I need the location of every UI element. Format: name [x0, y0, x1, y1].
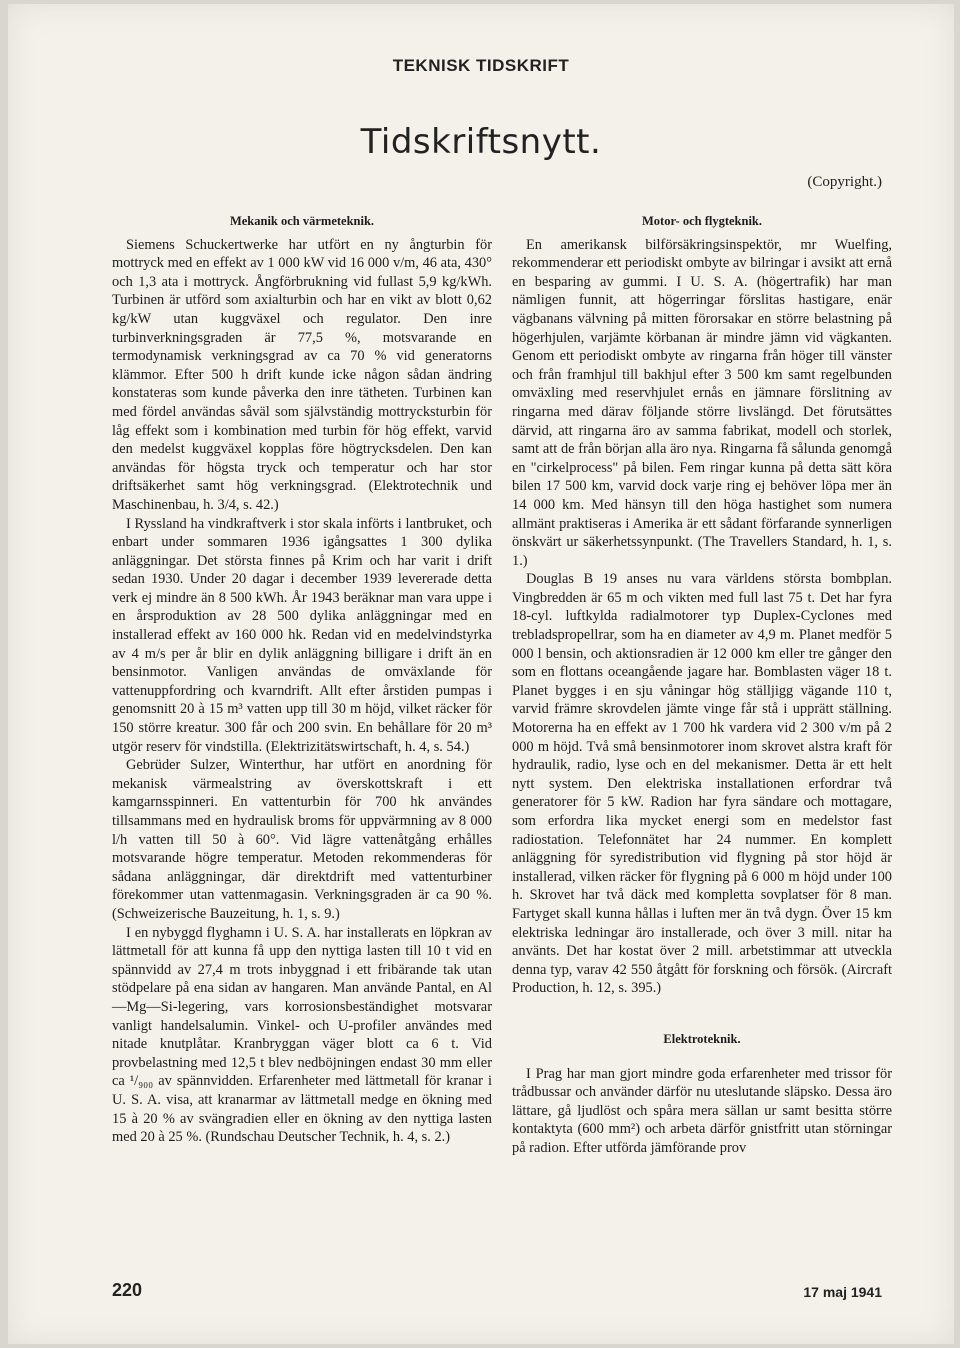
- article-paragraph: En amerikansk bilförsäkringsinspektör, mr Wuelfing, rekommenderar ett periodiskt ombyte av bilringar i avsikt att ernå en besparing av gummi. I U. S. A. (högertrafik) har man nämligen funnit, att högerringar förslitas hastigare, enär vägbanans välvning på mitten förorsakar en större belastning på högerhjulen, varjämte körbanan är mindre jämn vid vägkanten. Genom ett periodiskt ombyte av ringarna från höger till vänster och från framhjul till bakhjul efter 3 500 km samt regelbunden omväxling med reservhjulet ernås en jämnare förslitning av ringarna med därav följande större livslängd. Det förutsättes därvid, att ringarna äro av samma fabrikat, modell och storlek, samt att de från början alla äro nya. Ringarna få sålunda genomgå en "cirkelprocess" på bilen. Fem ringar kunna på detta sätt köra bilen 17 500 km, varvid dock varje ring ej behöver löpa mer än 14 000 km. Med hänsyn till den höga hastighet som numera allmänt praktiseras i Amerika är ett sådant förfarande synnerligen önskvärt ur säkerhetssynpunkt. (The Travellers Standard, h. 1, s. 1.): [512, 236, 892, 569]
- article-paragraph: I en nybyggd flyghamn i U. S. A. har installerats en löpkran av lättmetall för att kunna få upp den nyttiga lasten till 10 t vid en spännvidd av 27,4 m trots inbyggnad i ett fribärande tak utan stödpelare på ena sidan av hangaren. Man använde Pantal, en Al—Mg—Si-legering, vars korrosionsbeständighet motsvarar vanligt handelsalumin. Vinkel- och U-profiler användes med nitade knutplåtar. Kranbryggan väger blott ca 6 t. Vid provbelastning med 12,5 t blev nedböjningen endast 30 mm eller ca ¹/₉₀₀ av spännvidden. Erfarenheter med lättmetall för kranar i U. S. A. visa, att kranarmar av lättmetall medge en ökning med 15 à 20 % av svängradien eller en ökning av den nyttiga lasten med 20 à 25 %. (Rundschau Deutscher Technik, h. 4, s. 2.): [112, 924, 492, 1146]
- page-title: Tidskriftsnytt.: [360, 122, 602, 162]
- copyright-note: (Copyright.): [807, 174, 882, 190]
- section-heading-elektroteknik: Elektroteknik.: [663, 1031, 741, 1046]
- section-heading-motor: Motor- och flygteknik.: [641, 214, 762, 228]
- left-column: [112, 212, 492, 1147]
- article-paragraph: I Prag har man gjort mindre goda erfarenheter med trissor för trådbussar och använder därför nu uteslutande släpsko. Dessa äro lättare, gå ljudlöst och spåra mera sällan ur samt besitta större kontaktyta (600 mm²) och arbeta därför gnistfritt utan störningar på radion. Efter utförda jämförande prov: [512, 1065, 892, 1156]
- issue-date: 17 maj 1941: [803, 1284, 882, 1300]
- right-column: [512, 212, 892, 1158]
- section-heading-mekanik: Mekanik och värmeteknik.: [229, 214, 375, 228]
- page-number: 220: [112, 1280, 143, 1300]
- journal-page: [8, 4, 954, 1344]
- article-paragraph: Gebrüder Sulzer, Winterthur, har utfört en anordning för mekanisk värmealstring av överskottskraft i ett kamgarnsspinneri. En vattenturbin för 700 hk användes tillsammans med en hydraulisk broms för uppvärmning av 8 000 l/h vatten till 50 à 60°. Vid lägre vattenåtgång erhålles motsvarande högre temperatur. Metoden rekommenderas för sådana anläggningar, där direktdrift med vattenturbiner förekommer utan vattenmagasin. Verkningsgraden är ca 90 %. (Schweizerische Bauzeitung, h. 1, s. 9.): [112, 757, 492, 922]
- article-paragraph: I Ryssland ha vindkraftverk i stor skala införts i lantbruket, och enbart under sommaren 1936 igångsattes 1 300 dylika anläggningar. Det största finnes på Krim och har varit i drift sedan 1930. Under 20 dagar i december 1939 levererade detta verk ej mindre än 8 500 kWh. År 1943 beräknar man vara uppe i en årsproduktion av 28 500 dylika anläggningar med en installerad effekt av 160 000 hk. Redan vid en medelvindstyrka av 4 m/s per år blir en dylik anläggning billigare i drift än en bensinmotor. Vanligen användas de omväxlande för vattenuppfordring och kvarndrift. Allt efter årstiden pumpas i genomsnitt 20 à 15 m³ vatten upp till 30 m höjd, vilket räcker för 150 större kreatur. 300 får och 200 svin. En behållare för 20 m³ utgör reserv för vindstilla. (Elektrizitätswirtschaft, h. 4, s. 54.): [112, 515, 492, 755]
- article-paragraph: Douglas B 19 anses nu vara världens största bombplan. Vingbredden är 65 m och vikten med full last 75 t. Det har fyra 18-cyl. luftkylda radialmotorer typ Duplex-Cyclones med trebladspropellrar, som ha en diameter av 4,9 m. Planet medför 5 000 l bensin, och aktionsradien är 12 000 km eller tre gånger den som en flottans oceangående jagare har. Bomblasten väger 18 t. Planet bygges i en sju våningar hög ställjigg vägande 110 t, varvid främre skrovdelen jämte vinge får stå i upprätt ställning. Motorerna ha en effekt av 1 700 hk vardera vid 2 300 v/m på 2 000 m höjd. Två små bensinmotorer inom skrovet alstra kraft för hydraulik, radio, lyse och en del mekanismer. Detta är ett helt nytt system. Den elektriska installationen erfordrar två generatorer för 5 kW. Radion har fyra sändare och mottagare, som erfordra lika mycket energi som en medelstor fast radiostation. Telefonnätet har 24 nummer. En komplett anläggning för syredistribution vid flygning på stor höjd är installerad, vilken räcker för flygning på 6 000 m höjd under 100 h. Skrovet har två däck med kompletta sovplatser för 8 man. Fartyget skall kunna hållas i luften mer än två dygn. Över 15 km elektriska ledningar äro installerade, och över 3 mill. nitar ha använts. Det har kostat över 2 mill. arbetstimmar att utveckla denna typ, varav 42 550 åtgått för forskning och försök. (Aircraft Production, h. 12, s. 395.): [512, 571, 892, 997]
- article-paragraph: Siemens Schuckertwerke har utfört en ny ångturbin för mottryck med en effekt av 1 000 kW vid 16 000 v/m, 46 ata, 430° och 1,3 ata i mottryck. Ångförbrukning vid fullast 5,9 kg/kWh. Turbinen är utförd som axialturbin och har en vikt av blott 0,62 kg/kW utan kuggväxel och regulator. Den inre turbinverkningsgraden är 77,5 %, motsvarande en termodynamisk verkningsgrad av ca 70 % vid generatorns klämmor. Efter 500 h drift kunde icke någon sådan ändring konstateras som kunde påverka den inre tätheten. Turbinen kan med fördel användas såväl som självständig mottrycksturbin för låg effekt som i kombination med turbin för hög effekt, varvid den medelst kuggväxel kopplas före högtrycksdelen. Den kan användas för högsta tryck och temperatur och har stor driftsäkerhet samt hög verkningsgrad. (Elektrotechnik und Maschinenbau, h. 3/4, s. 42.): [112, 236, 492, 513]
- journal-masthead: TEKNISK TIDSKRIFT: [392, 56, 570, 75]
